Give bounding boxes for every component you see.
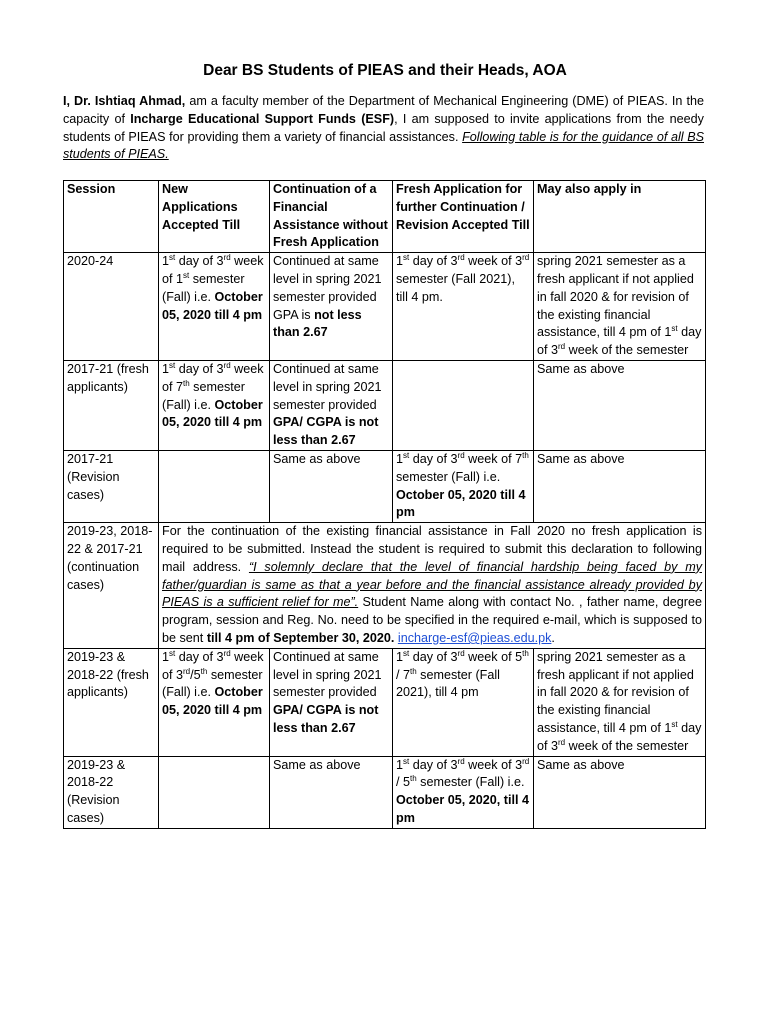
cell-fresh-application: 1st day of 3rd week of 7th semester (Fall) i.e. October 05, 2020 till 4 pm	[393, 450, 534, 522]
cell-fresh-application: 1st day of 3rd week of 5th / 7th semester (Fall 2021), till 4 pm	[393, 648, 534, 756]
cell-new-applications: 1st day of 3rd week of 3rd/5th semester (Fall) i.e. October 05, 2020 till 4 pm	[159, 648, 270, 756]
cell-session: 2017-21 (fresh applicants)	[64, 360, 159, 450]
author-name: I, Dr. Ishtiaq Ahmad,	[63, 94, 186, 108]
schedule-table	[63, 180, 706, 829]
header-session: Session	[64, 181, 159, 253]
declaration-quote: “I solemnly declare that the level of financial hardship being faced by my father/guardian is same as that a year before and the financial assistance already provided by PIEAS is a sufficient relief for me”.	[162, 559, 702, 610]
cell-continuation: Same as above	[270, 756, 393, 828]
header-continuation: Continuation of a Financial Assistance without Fresh Application	[270, 181, 393, 253]
author-role: Incharge Educational Support Funds (ESF)	[130, 111, 395, 126]
page-title: Dear BS Students of PIEAS and their Heads, AOA	[203, 62, 567, 79]
cell-may-also-apply: Same as above	[534, 360, 706, 450]
intro-text-1: am a faculty member of the Department of Mechanical Engineering (DME) of PIEAS. In the capacity of	[63, 94, 704, 126]
cell-fresh-application	[393, 360, 534, 450]
email-link[interactable]: incharge-esf@pieas.edu.pk	[397, 630, 552, 645]
cell-may-also-apply: Same as above	[534, 450, 706, 522]
cell-continuation: Continued at same level in spring 2021 semester provided GPA/ CGPA is not less than 2.67	[270, 648, 393, 756]
header-fresh-application: Fresh Application for further Continuation / Revision Accepted Till	[393, 181, 534, 253]
cell-session: 2019-23 & 2018-22 (fresh applicants)	[64, 648, 159, 756]
cell-new-applications: 1st day of 3rd week of 7th semester (Fall) i.e. October 05, 2020 till 4 pm	[159, 360, 270, 450]
table-row	[64, 648, 706, 756]
intro-paragraph	[63, 93, 704, 164]
guidance-note: Following table is for the guidance of all BS students of PIEAS.	[63, 129, 704, 162]
intro-text-2: , I am supposed to invite applications from the needy students of PIEAS for providing them a variety of financial assistances.	[63, 111, 704, 144]
cell-session: 2019-23, 2018-22 & 2017-21 (continuation cases)	[64, 523, 159, 649]
cell-session: 2019-23 & 2018-22 (Revision cases)	[64, 756, 159, 828]
cell-continuation: Continued at same level in spring 2021 semester provided GPA is not less than 2.67	[270, 253, 393, 361]
cell-may-also-apply: Same as above	[534, 756, 706, 828]
cell-may-also-apply: spring 2021 semester as a fresh applicant if not applied in fall 2020 & for revision of the existing financial assistance, till 4 pm of 1st day of 3rd week of the semester	[534, 253, 706, 361]
cell-continuation-instructions: For the continuation of the existing financial assistance in Fall 2020 no fresh application is required to be submitted. Instead the student is required to submit this declaration to following mail address. “I solemnly declare that the level of financial hardship being faced by my father/guardian is same as that a year before and the financial assistance already provided by PIEAS is a sufficient relief for me”. Student Name along with contact No. , father name, degree program, session and Reg. No. need to be specified in the required e-mail, which is supposed to be sent till 4 pm of September 30, 2020. incharge-esf@pieas.edu.pk.	[159, 523, 706, 649]
cell-continuation: Same as above	[270, 450, 393, 522]
header-may-also-apply: May also apply in	[534, 181, 706, 253]
cell-new-applications: 1st day of 3rd week of 1st semester (Fall) i.e. October 05, 2020 till 4 pm	[159, 253, 270, 361]
table-row	[64, 253, 706, 361]
table-header-row	[64, 181, 706, 253]
table-row	[64, 360, 706, 450]
cell-new-applications	[159, 756, 270, 828]
cell-continuation: Continued at same level in spring 2021 semester provided GPA/ CGPA is not less than 2.67	[270, 360, 393, 450]
cell-session: 2017-21 (Revision cases)	[64, 450, 159, 522]
cell-session: 2020-24	[64, 253, 159, 361]
table-row	[64, 756, 706, 828]
header-new-applications: New Applications Accepted Till	[159, 181, 270, 253]
cell-new-applications	[159, 450, 270, 522]
table-row	[64, 450, 706, 522]
table-row	[64, 523, 706, 649]
cell-may-also-apply: spring 2021 semester as a fresh applicant if not applied in fall 2020 & for revision of the existing financial assistance, till 4 pm of 1st day of 3rd week of the semester	[534, 648, 706, 756]
cell-fresh-application: 1st day of 3rd week of 3rd / 5th semester (Fall) i.e. October 05, 2020, till 4 pm	[393, 756, 534, 828]
cell-fresh-application: 1st day of 3rd week of 3rd semester (Fall 2021), till 4 pm.	[393, 253, 534, 361]
